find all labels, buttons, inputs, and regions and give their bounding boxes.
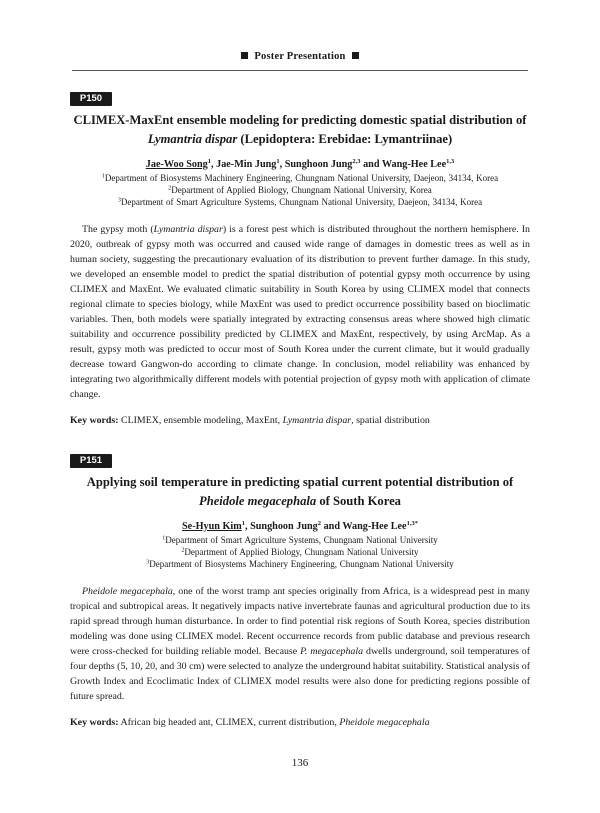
abstract-text: ) is a forest pest which is distributed throughout the northern hemisphere. In 2020, outbreak of gypsy moth was occurred and caused wide range of damages in domestic trees as well as in human society, suggesting the precautionary evaluation of its distribution to prevent further damage. In this study, we developed an ensemble model to predict the spatial distribution of potential gypsy moth occurrence by using CLIMEX and MaxEnt. We evaluated climatic suitability in South Korea by using CLIMEX model that connects regional climate to species biology, while MaxEnt was used to predict occurrence possibility based on bioclimatic variables. Then, both models were spatially integrated by extracting consensus areas where showed high climatic suitability and occurrence possibility predicted by CLIMEX and MaxEnt, respectively, by using ArcMap. As a result, gypsy moth was predicted to occur most of South Korea under the current climate, but it would gradually decrease toward Gangwon-do according to climate change. In conclusion, model reliability was enhanced by integrating two algorithmically different models with potential projection of gypsy moth with application of climate change. bbox=[70, 224, 530, 400]
affiliation-list-p150 bbox=[60, 172, 540, 208]
species-name: Pheidole megacephala bbox=[82, 586, 173, 597]
abstract-text: , one of the worst tramp ant species originally from Africa, is a widespread pest in many tropical and subtropical areas. It negatively impacts native invertebrate faunas and agricultural production due to its rapid spread through human disturbance. In order to find potential risk regions of South Korea, species distribution modeling was done using CLIMEX model. Recent occurrence records from public database and previous research were cross-checked for building reliable model. Because bbox=[70, 586, 530, 657]
species-name: P. megacephala bbox=[300, 646, 364, 657]
affiliation-text: Department of Smart Agriculture Systems, Chungnam National University, Daejeon, 34134, Korea bbox=[120, 197, 483, 207]
author-affiliation-mark: 1 bbox=[241, 520, 245, 527]
affiliation-text: Department of Biosystems Machinery Engineering, Chungnam National University, Daejeon, 34134, Korea bbox=[104, 173, 499, 183]
keywords-p150 bbox=[70, 413, 530, 428]
species-name: Pheidole megacephala bbox=[339, 717, 430, 728]
author-name: Jae-Min Jung bbox=[216, 159, 277, 170]
affiliation-mark: 3 bbox=[117, 197, 121, 204]
title-line bbox=[70, 492, 530, 511]
section-header bbox=[0, 51, 600, 62]
author-name: Wang-Hee Lee bbox=[342, 521, 407, 532]
affiliation-line bbox=[60, 196, 540, 208]
poster-title-p150 bbox=[70, 111, 530, 149]
affiliation-mark: 1 bbox=[162, 535, 166, 542]
keywords-label: Key words: bbox=[70, 415, 119, 426]
title-line bbox=[70, 130, 530, 149]
title-text: of South Korea bbox=[316, 494, 401, 508]
keywords-text: African big headed ant, CLIMEX, current distribution, bbox=[118, 717, 340, 728]
author-name: Sunghoon Jung bbox=[284, 159, 353, 170]
affiliation-line bbox=[60, 546, 540, 558]
affiliation-mark: 3 bbox=[146, 559, 150, 566]
affiliation-mark: 2 bbox=[168, 185, 172, 192]
author-affiliation-mark: 1,3 bbox=[446, 158, 455, 165]
author-name: Wang-Hee Lee bbox=[381, 159, 447, 170]
abstract-text: The gypsy moth ( bbox=[82, 224, 154, 235]
author-affiliation-mark: 2,3 bbox=[352, 158, 361, 165]
abstract-p150 bbox=[70, 222, 530, 402]
title-line: Applying soil temperature in predicting spatial current potential distribution of bbox=[86, 475, 514, 489]
square-bullet-icon bbox=[352, 52, 359, 59]
title-line: CLIMEX-MaxEnt ensemble modeling for predicting domestic spatial distribution of bbox=[73, 113, 527, 127]
author-name: Jae-Woo Song bbox=[145, 159, 208, 170]
species-name: Pheidole megacephala bbox=[199, 494, 317, 508]
keywords-text: CLIMEX, ensemble modeling, MaxEnt, bbox=[118, 415, 283, 426]
affiliation-list-p151 bbox=[60, 534, 540, 570]
affiliation-text: Department of Applied Biology, Chungnam National University bbox=[184, 547, 419, 557]
affiliation-line bbox=[60, 172, 540, 184]
affiliation-text: Department of Applied Biology, Chungnam National University, Korea bbox=[171, 185, 432, 195]
page-number: 136 bbox=[291, 757, 309, 769]
author-affiliation-mark: 2 bbox=[317, 520, 322, 527]
abstract-text: dwells underground, soil temperatures of four depths (5, 10, 20, and 30 cm) were selected to analyze the underground habitat suitability. Statistical analysis of Growth Index and Ecoclimatic Index of CLIMEX model results were also done for predicting regions possible of future spread. bbox=[70, 646, 531, 702]
affiliation-line bbox=[60, 558, 540, 570]
poster-id-badge-p151: P151 bbox=[70, 454, 112, 468]
author-affiliation-mark: 1,3* bbox=[406, 520, 418, 527]
species-name: Lymantria dispar bbox=[147, 132, 238, 146]
author-affiliation-mark: 1 bbox=[207, 158, 211, 165]
keywords-label: Key words: bbox=[70, 717, 119, 728]
species-name: Lymantria dispar bbox=[282, 415, 352, 426]
author-affiliation-mark: 1 bbox=[276, 158, 280, 165]
author-list-p151: Se-Hyun Kim$^1$, Sunghoon Jung$^2$ and Wang-Hee Lee$^{1,3*}$ bbox=[182, 520, 418, 532]
affiliation-text: Department of Biosystems Machinery Engineering, Chungnam National University bbox=[149, 559, 454, 569]
abstract-p151 bbox=[70, 584, 530, 704]
author-name: Se-Hyun Kim bbox=[182, 521, 242, 532]
affiliation-text: Department of Smart Agriculture Systems, Chungnam National University bbox=[165, 535, 438, 545]
poster-title-p151 bbox=[70, 473, 530, 511]
section-header-label: Poster Presentation bbox=[254, 51, 346, 62]
affiliation-mark: 1 bbox=[101, 173, 105, 180]
affiliation-mark: 2 bbox=[181, 547, 185, 554]
affiliation-line bbox=[60, 184, 540, 196]
keywords-p151 bbox=[70, 715, 530, 730]
author-list-p150: Jae-Woo Song$^1$, Jae-Min Jung$^1$, Sunghoon Jung$^{2,3}$ and Wang-Hee Lee$^{1,3}$ bbox=[145, 158, 455, 170]
header-divider bbox=[72, 70, 528, 71]
affiliation-line bbox=[60, 534, 540, 546]
poster-id-badge-p150: P150 bbox=[70, 92, 112, 106]
keywords-text: , spatial distribution bbox=[351, 415, 430, 426]
square-bullet-icon bbox=[241, 52, 248, 59]
title-text: (Lepidoptera: Erebidae: Lymantriinae) bbox=[237, 132, 453, 146]
author-name: Sunghoon Jung bbox=[250, 521, 318, 532]
species-name: Lymantria dispar bbox=[153, 224, 223, 235]
